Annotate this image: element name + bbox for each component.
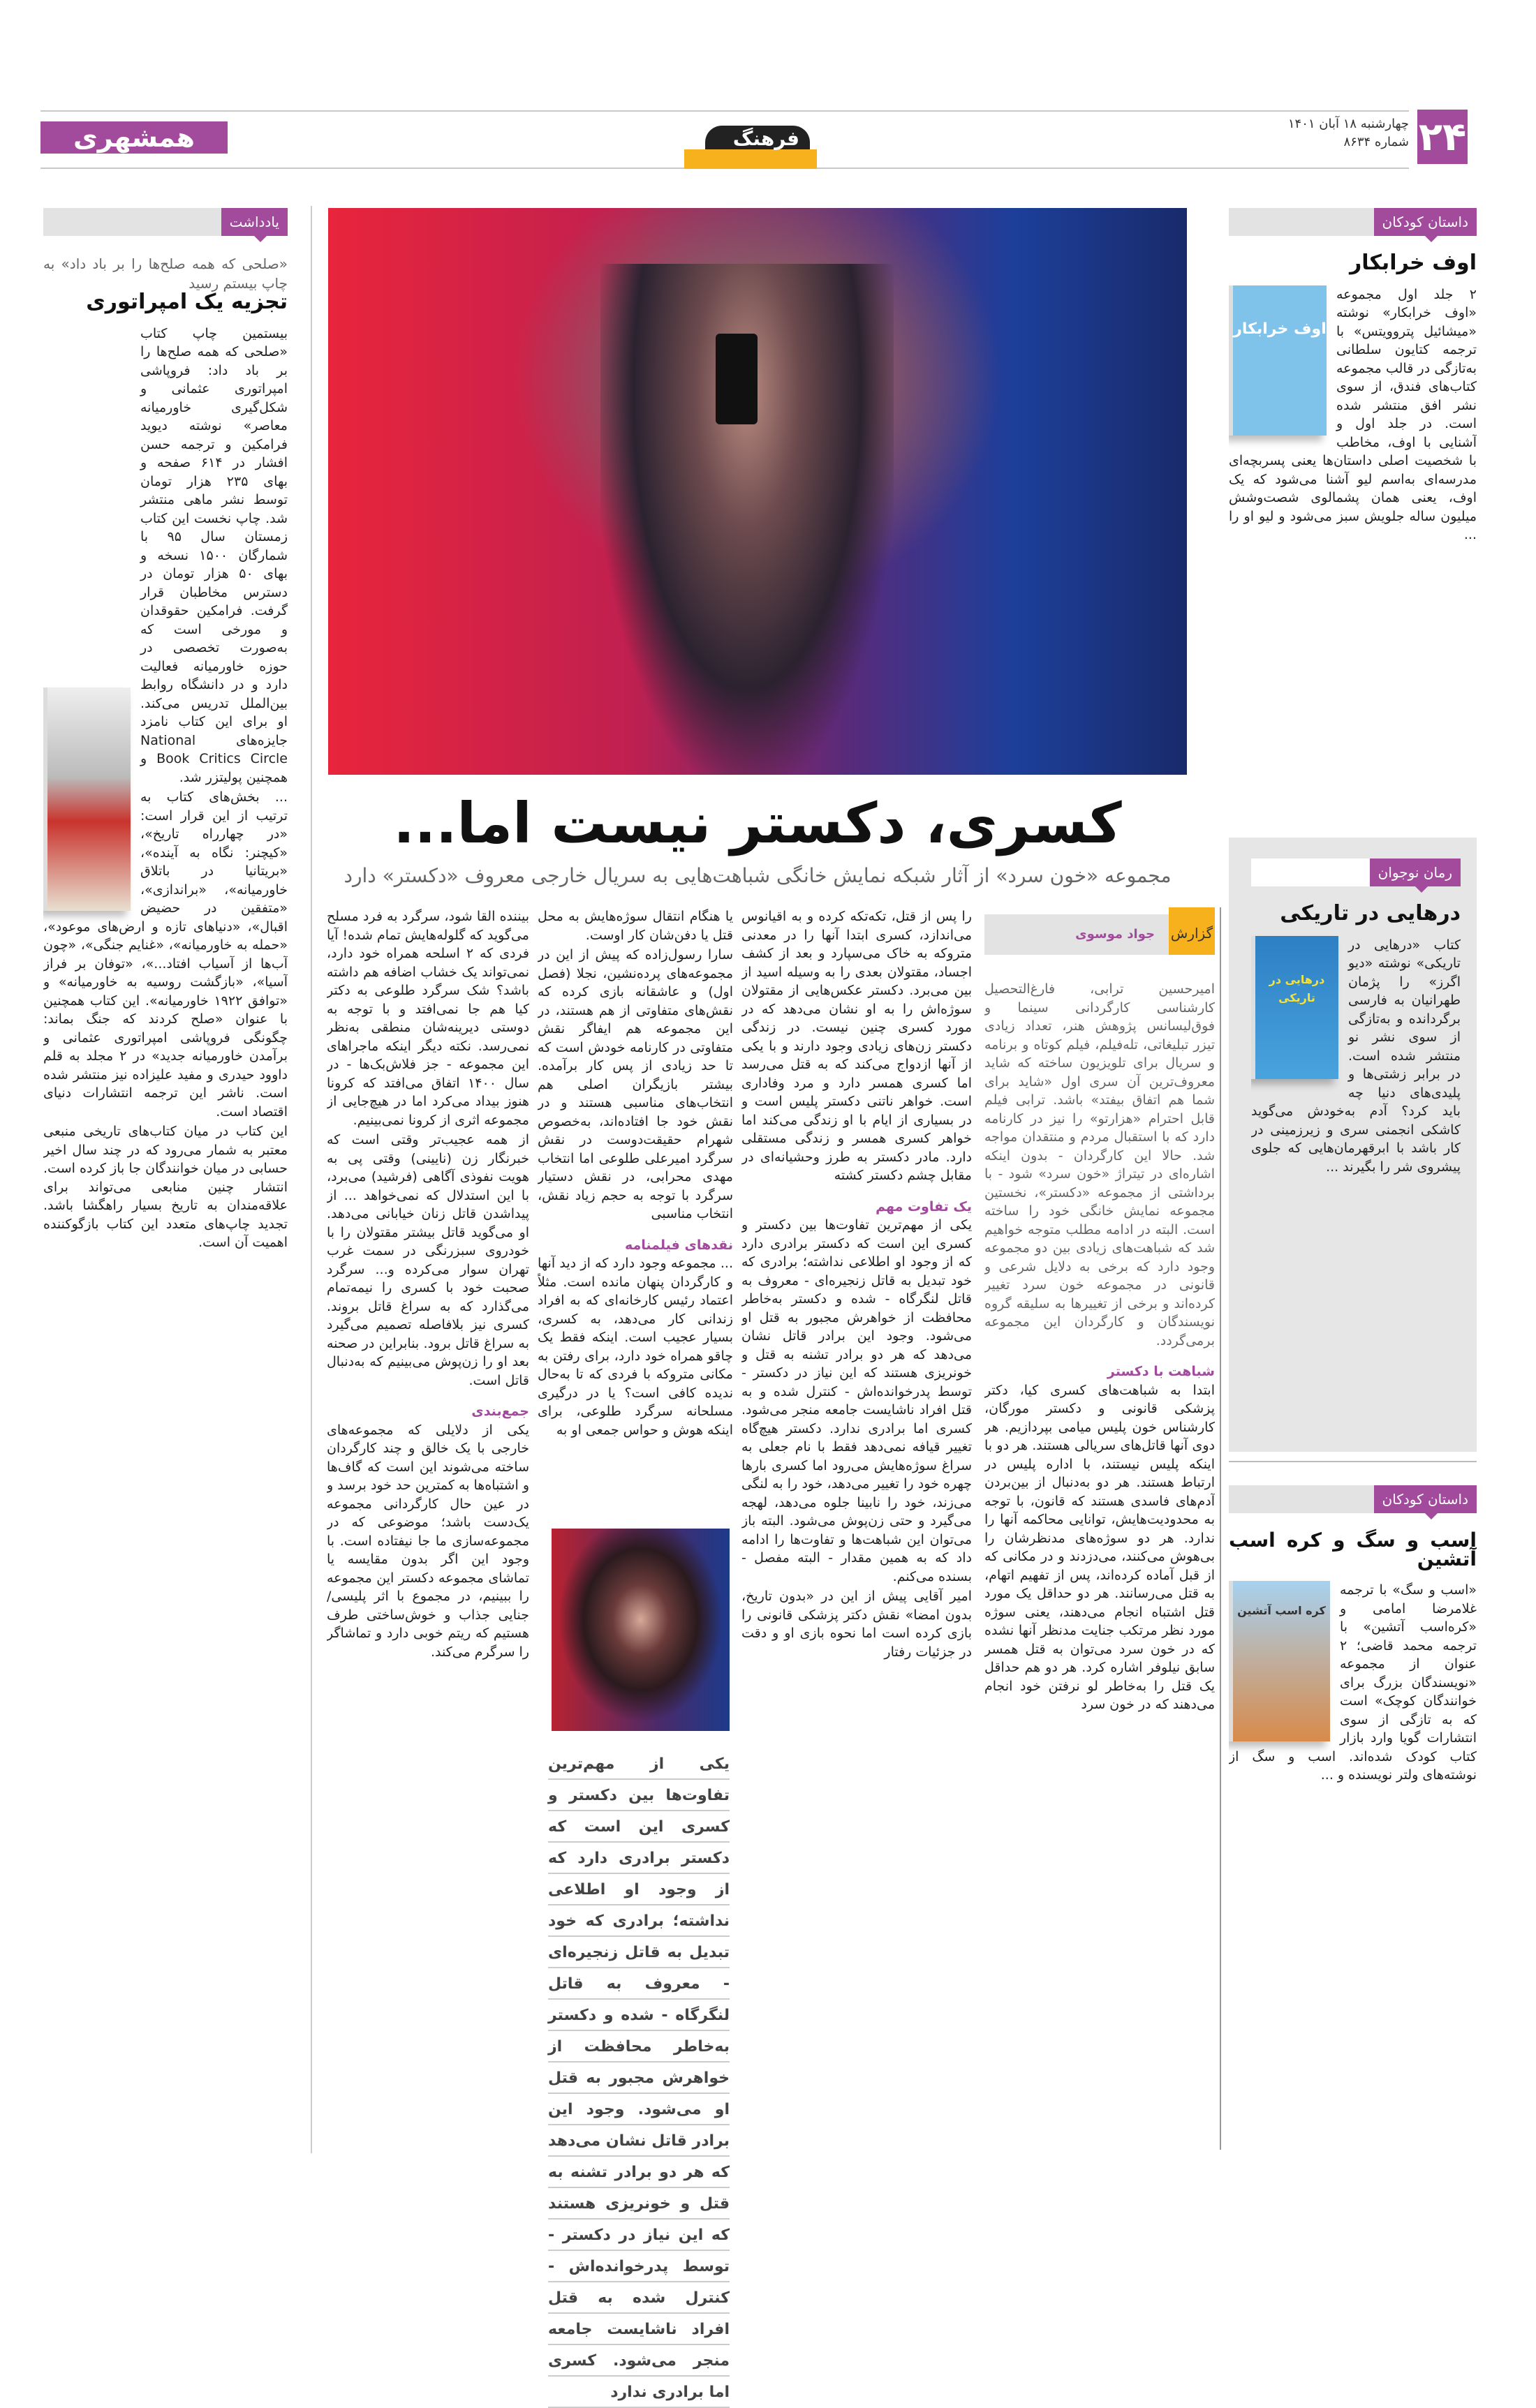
paragraph: این کتاب در میان کتاب‌های تاریخی منبعی معتبر به شمار می‌رود که در چند سال اخیر حسابی در میان خوانندگان جا باز کرده است. انتشار چنین منابعی می‌تواند برای علاقه‌مندان به تاریخ بسیار راهگشا باشد. تجدید چاپ‌های متعدد این کتاب بازگوکننده اهمیت آن است. [43, 1124, 288, 1250]
review-title: درهایی در تاریکی [1280, 901, 1461, 926]
paragraph: ... مجموعه وجود دارد که از دید آنها و کارگردان پنهان مانده است. مثلاً اعتماد رئیس کارخانه‌ای که به افراد زندانی کار می‌دهد، به کسری، بسیار عجیب است. اینکه فقط یک چاقو همراه خود دارد، برای رفتن به مکانی متروکه با فردی که تا به‌حال ندیده کافی است؟ یا در درگیری مسلحانه سرگرد طلوعی، برای اینکه هوش و حواس جمعی او به [538, 1256, 733, 1438]
paragraph: «اسب و سگ» با ترجمه غلامرضا امامی و «کره‌اسب آتشین» با ترجمه محمد قاضی؛ ۲ عنوان از مجموعه «نویسندگان بزرگ برای خوانندگان کوچک» است که به تازگی از سوی انتشارات گویا وارد بازار کتاب کودک شده‌اند. اسب و سگ از نوشته‌های ولتر نویسنده و ... [1229, 1582, 1477, 1783]
article-col-3 [538, 907, 733, 1522]
article-col-2 [741, 907, 972, 2150]
date-block [1187, 115, 1409, 151]
article-text [327, 907, 529, 1390]
review-tag: داستان کودکان [1374, 208, 1477, 236]
note-tag: یادداشت [221, 208, 288, 236]
article-text [741, 907, 972, 1185]
review-tag: داستان کودکان [1374, 1485, 1477, 1513]
divider [1229, 1461, 1477, 1462]
paragraph: را پس از قتل، تکه‌تکه کرده و به اقیانوس می‌اندازد، کسری ابتدا آنها را در معدنی متروکه به خاک می‌سپارد و بعد از کشف اجساد، مقتولان بعدی را به وسیله اسید از بین می‌برد. دکستر عکس‌هایی از مقتولان سوژه‌اش را به او نشان می‌دهد که در مورد کسری چنین نیست. در زندگی دکستر زن‌های زیادی وجود دارند و با یکی از آنها ازدواج می‌کند که به قتل می‌رسد اما کسری همسر دارد و مرد وفاداری است. خواهر ناتنی دکستر پلیس است و در بسیاری از ایام با او زندگی می‌کند اما خواهر کسری همسر و زندگی مستقلی دارد. مادر دکستر به طرز وحشیانه‌ای در مقابل چشم دکستر کشته [741, 909, 972, 1183]
subheading-difference: یک تفاوت مهم [876, 1198, 972, 1214]
paragraph: از همه عجیب‌تر وقتی است که خبرنگار زن (نایینی) وقتی پی به هویت نفوذی آگاهی (فرشید) می‌برد، با این استدلال که نمی‌خواهد ... از پیداشدن قاتل زنان خیابانی می‌دهد. او می‌گوید قاتل بیشتر مقتولان را با خودروی سبزرنگی در سمت غرب تهران سوار می‌کرده و... سرگرد صحبت خود با کسری را نیمه‌تمام می‌گذارد که به سراغ قاتل بروند. کسری نیز بلافاصله تصمیم می‌گیرد به سراغ قاتل برود. بنابراین در صحنه بعد او را زن‌پوش می‌بینیم که به‌دنبال قاتل است. [327, 1132, 529, 1388]
subheading-script: نقدهای فیلمنامه [625, 1237, 733, 1253]
book-cover-image [1229, 285, 1327, 436]
author-byline: جواد موسوی [1075, 927, 1155, 942]
page-number: ۲۴ [1417, 110, 1468, 164]
article-text [538, 907, 733, 1224]
book-cover-image [1251, 936, 1338, 1079]
paragraph: امیر آقایی پیش از این در «بدون تاریخ، بدون امضا» نقش دکتر پزشکی قانونی را بازی کرده است اما نحوه بازی او و دقت در جزئیات رفتار [741, 1589, 972, 1660]
subheadline: مجموعه «خون سرد» از آثار شبکه نمایش خانگی شباهت‌هایی به سریال خارجی معروف «دکستر» دارد [344, 864, 1172, 887]
paragraph: یکی از دلایلی که مجموعه‌های خارجی با یک خالق و چند کارگردان ساخته می‌شوند این است که گاف‌ها و اشتباه‌ها به کمترین حد خود برسد و در عین حال کارگردانی مجموعه یک‌دست باشد؛ موضوعی که در مجموعه‌سازی ما جا نیفتاده است. با وجود این اگر بدون مقایسه یا تماشای مجموعه دکستر این مجموعه را ببینیم، در مجموع با اثر پلیسی/جنایی جذاب و خوش‌ساختی طرف هستیم که ریتم خوبی دارد و تماشاگر را سرگرم می‌کند. [327, 1422, 529, 1660]
paragraph: بیستمین چاپ کتاب «صلحی که همه صلح‌ها را بر باد داد: فروپاشی امپراتوری عثمانی و شکل‌گیری خاورمیانه معاصر» نوشته دیوید فرامکین و ترجمه حسن افشار در ۶۱۴ صفحه و بهای ۲۳۵ هزار تومان توسط نشر ماهی منتشر شد. چاپ نخست این کتاب زمستان سال ۹۵ با شمارگان ۱۵۰۰ نسخه و بهای ۵۰ هزار تومان در دسترس مخاطبان قرار گرفت. فرامکین حقوقدان و مورخی است که به‌صورت تخصصی در حوزه خاورمیانه فعالیت دارد و در دانشگاه روابط بین‌الملل تدریس می‌کند. او برای این کتاب نامزد جایزه‌های National Book Critics Circle و همچنین پولیتزر شد. [140, 325, 288, 785]
paragraph: سارا رسول‌زاده که پیش از این در مجموعه‌های پرده‌نشین، نجلا (فصل اول) و عاشقانه بازی کرده که نقش‌های متفاوتی از هم هستند، در این مجموعه هم ایفاگر نقش متفاوتی در کارنامه خودش است که تا حد زیادی از پس کار برآمده. بیشتر بازیگران اصلی هم انتخاب‌های مناسبی هستند و در نقش خود جا افتاده‌اند، به‌خصوص شهرام حقیقت‌دوست در نقش سرگرد امیرعلی طلوعی اما انتخاب مهدی محرابی، در نقش دستیار سرگرد با توجه به حجم زیاد نقش، انتخاب مناسبی [538, 947, 733, 1221]
review-title: اسب و سگ و کره اسب آتشین [1229, 1529, 1477, 1570]
paragraph: یا هنگام انتقال سوژه‌هایش به محل قتل یا دفن‌شان کار اوست. [538, 909, 733, 943]
issue-date: چهارشنبه ۱۸ آبان ۱۴۰۱ [1287, 117, 1409, 131]
paragraph: ۲ جلد اول مجموعه «اوف خرابکار» نوشته «میشائیل پتروویتس» با ترجمه کتایون سلطانی به‌تازگی در قالب مجموعه کتاب‌های فندق، از سوی نشر افق منتشر شده است. در جلد اول و آشنایی با اوف، مخاطب با شخصیت اصلی داستان‌ها یعنی پسربچه‌ای مدرسه‌ای به‌اسم لیو آشنا می‌شود که یک اوف، یعنی همان پشمالوی شصت‌وشش میلیون ساله جلویش سبز می‌شود و لیو او را ... [1229, 286, 1477, 542]
article-text [538, 1254, 733, 1439]
subheading-similarity: شباهت با دکستر [1107, 1364, 1215, 1379]
section-label [684, 126, 817, 169]
review-tag: رمان نوجوان [1370, 859, 1461, 886]
report-band [984, 914, 1215, 955]
book-cover-image [1229, 1581, 1330, 1741]
article-lead [984, 980, 1215, 1350]
lead-photo [328, 208, 1187, 775]
paragraph: ... بخش‌های کتاب به ترتیب از این قرار است: «در چهارراه تاریخ»، «کیچنر: نگاه به آینده»، «بریتانیا در باتلاق خاورمیانه»، «براندازی»، «متفقین در حضیض اقبال»، «دنیاهای تازه و ارض‌های موعود»، «حمله به خاورمیانه»، «غنایم جنگی»، «چون آب‌ها از آسیاب افتاد...»، «توفان بر فراز آسیا»، «بازگشت روسیه به خاورمیانه» و «توافق ۱۹۲۲ خاورمیانه». این کتاب همچنین با عنوان «صلح کردند که جنگ بماند: چگونگی فروپاشی امپراتوری عثمانی و برآمدن خاورمیانه جدید» در ۲ مجلد به قلم داوود حیدری و مفید علیزاده نیز منتشر شده است. ناشر این ترجمه انتشارات دنیای اقتصاد است. [43, 789, 288, 1120]
tag-band [1251, 859, 1461, 886]
paragraph: بیننده القا شود، سرگرد به فرد مسلح می‌گوید که گلوله‌هایش تمام شده! آیا فردی که ۲ اسلحه همراه خود دارد، نمی‌تواند یک خشاب اضافه هم داشته باشد؟ شک سرگرد طلوعی به دکتر کیا هم جا نمی‌افتد و با توجه به دوستی دیرینه‌شان منطقی به‌نظر نمی‌رسد. نکته دیگر اینکه ماجراهای این مجموعه - جز فلاش‌بک‌ها - در سال ۱۴۰۰ اتفاق می‌افتد که کرونا هنوز بیداد می‌کرد اما در هیچ‌جایی از مجموعه اثری از کرونا نمی‌بینیم. [327, 909, 529, 1128]
pull-quote [548, 1748, 730, 2408]
paragraph: ابتدا به شباهت‌های کسری کیا، دکتر پزشکی قانونی و دکستر مورگان، کارشناس خون پلیس میامی بپردازیم. هر دوی آنها قاتل‌های سریالی هستند. هر دو با اینکه پلیس نیستند، با اداره پلیس در ارتباط هستند. هر دو به‌دنبال از بین‌بردن آدم‌های فاسدی هستند که قانون، با توجه به محدودیت‌هایش، توانایی محاکمه آنها را ندارد. هر دو سوژه‌های مدنظرشان را بی‌هوش می‌کنند، می‌دزدند و در مکانی که از قبل آماده کرده‌اند، پس از تفهیم اتهام، به قتل می‌رسانند. هر دو حداقل یک مورد قتل اشتباه انجام می‌دهند، یعنی سوژه مورد نظر مرتکب جنایت مدنظر آنها نشده که در خون سرد می‌توان به قتل همسر سابق نیلوفر اشاره کرد. هر دو هم حداقل یک قتل را به‌خاطر لو نرفتن خود انجام می‌دهند که در خون سرد [984, 1382, 1215, 1712]
cover-title: درهایی در تاریکی [1269, 972, 1325, 1004]
column-divider [311, 206, 312, 2153]
article-text [327, 1421, 529, 1662]
note-tag-band [43, 208, 288, 236]
review-title: اوف خرابکار [1349, 251, 1477, 275]
article-text [984, 1381, 1215, 1714]
header-top-rule [40, 110, 1409, 112]
newspaper-logo: همشهری [40, 121, 228, 154]
column-divider [1220, 907, 1221, 2150]
subheading-conclusion: جمع‌بندی [471, 1404, 529, 1419]
book-cover-image [43, 688, 131, 911]
cover-title: کره اسب آتشین [1237, 1604, 1326, 1617]
actress-photo [552, 1529, 730, 1731]
note-title: تجزیه یک امپراتوری [86, 290, 288, 314]
note-kicker: «صلحی که همه صلح‌ها را بر باد داد» به چاپ بیستم رسید [43, 255, 288, 292]
tag-band [1229, 208, 1477, 236]
section-name: فرهنگ [732, 127, 799, 150]
pull-quote-text: یکی از مهم‌ترین تفاوت‌ها بین دکستر و کسری این است که دکستر برادری دارد که از وجود او اطلاعی نداشته؛ برادری که خود تبدیل به قاتل زنجیره‌ای - معروف به قاتل لنگرگاه - شده و دکستر به‌خاطر محافظت از خواهرش مجبور به قتل او می‌شود. وجود این برادر قاتل نشان می‌دهد که هر دو برادر تشنه به قتل و خونریزی هستند که این نیاز در دکستر - توسط پدرخوانده‌اش - کنترل شده به قتل افراد ناشایست جامعه منجر می‌شود. کسری اما برادری ندارد [548, 1748, 730, 2408]
note-column [43, 208, 288, 2155]
article-text [741, 1216, 972, 1661]
book-review-2 [1251, 859, 1461, 1445]
article-col-4 [327, 907, 529, 2150]
paragraph: کتاب «درهایی در تاریکی» نوشته «دیو اگرز» را پژمان طهرانیان به فارسی برگردانده و به‌تازگی از سوی نشر نو منتشر شده است. در برابر زشتی‌ها و پلیدی‌های دنیا چه باید کرد؟ آدم به‌خودش می‌گوید کاشکی انجمنی سری و زیرزمینی در کار باشد با ابرقهرمان‌هایی که جلوی پیشروی شر را بگیرند ... [1251, 937, 1461, 1175]
tag-band [1229, 1485, 1477, 1513]
issue-number: شماره ۸۶۳۴ [1343, 135, 1409, 149]
article-col-1 [984, 907, 1215, 2150]
book-review-1 [1229, 208, 1477, 822]
headline: کسری، دکستر نیست اما... [393, 791, 1122, 856]
cover-title: اوف خرابکار [1233, 320, 1327, 338]
report-tag: گزارش [1169, 907, 1215, 955]
book-review-3 [1229, 1485, 1477, 2155]
paragraph: یکی از مهم‌ترین تفاوت‌ها بین دکستر و کسری این است که دکستر برادری دارد که از وجود او اطلاعی نداشته؛ برادری که خود تبدیل به قاتل زنجیره‌ای - معروف به قاتل لنگرگاه - شده و دکستر به‌خاطر محافظت از خواهرش مجبور به قتل او می‌شود. وجود این برادر قاتل نشان می‌دهد که هر دو برادر تشنه به قتل و خونریزی هستند که این نیاز در دکستر - توسط پدرخوانده‌اش - کنترل شده و به قتل افراد ناشایست جامعه منجر می‌شود. کسری اما برادری ندارد. دکستر هیچ‌گاه تغییر قیافه نمی‌دهد فقط با نام جعلی به سراغ سوژه‌هایش می‌رود اما کسری بارها چهره خود را تغییر می‌دهد، خود را به لنگی می‌زند، خود را نابینا جلوه می‌دهد، لهجه می‌گیرد و حتی زن‌پوش می‌شود. البته باز می‌توان این شباهت‌ها و تفاوت‌ها را ادامه داد که به همین مقدار - البته مفصل - بسنده می‌کنم. [741, 1217, 972, 1584]
paragraph: امیرحسین ترابی، فارغ‌التحصیل کارشناسی کارگردانی سینما و فوق‌لیسانس پژوهش هنر، تعداد زیادی تیزر تبلیغاتی، تله‌فیلم، فیلم کوتاه و برنامه و سریال برای تلویزیون ساخته که شاید معروف‌ترین آن سری اول «شاید برای شما هم اتفاق بیفتد» باشد. ترابی فیلم قابل احترام «هزارتو» را نیز در کارنامه دارد که با استقبال مردم و منتقدان مواجه شد. حالا این کارگردان - بدون اینکه اشاره‌ای در تیتراژ «خون سرد» شود - با برداشتی از مجموعه «دکستر»، نخستین مجموعه نمایش خانگی خود را ساخته است. البته در ادامه مطلب متوجه خواهیم شد که شباهت‌های زیادی بین دو مجموعه وجود دارد که برخی به دلایل شرعی و قانونی در مجموعه خون سرد تغییر کرده‌اند و برخی از تغییرها به سلیقه گروه نویسندگان و کارگردان این مجموعه برمی‌گردد. [984, 981, 1215, 1348]
